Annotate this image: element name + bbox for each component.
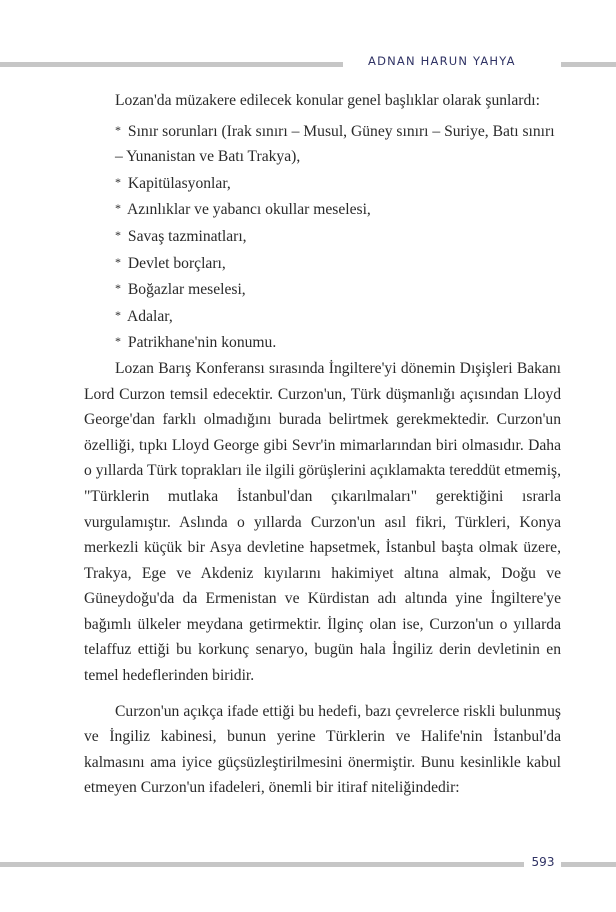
asterisk-bullet: *: [115, 174, 121, 189]
page-body: [84, 88, 561, 801]
list-item: [115, 329, 561, 356]
topic-list: [84, 118, 561, 356]
intro-text: Lozan'da müzakere edilecek konular genel başlıklar olarak şunlardı:: [115, 92, 540, 109]
list-item-text: Savaş tazminatları,: [127, 227, 247, 245]
asterisk-bullet: *: [115, 201, 121, 216]
list-item-text: Azınlıklar ve yabancı okullar meselesi,: [127, 201, 371, 219]
asterisk-bullet: *: [115, 334, 121, 349]
list-item: [115, 223, 561, 250]
footer-rule-right: [561, 862, 616, 867]
list-item-text: Adalar,: [127, 307, 173, 325]
header-rule-right: [561, 62, 616, 67]
asterisk-bullet: *: [115, 254, 121, 269]
asterisk-bullet: *: [115, 281, 121, 296]
footer-rule-left: [0, 862, 524, 867]
body-paragraph: Lozan Barış Konferansı sırasında İngiltere'yi dönemin Dışişleri Bakanı Lord Curzon temsil edecektir. Curzon'un, Türk düşmanlığı açısından Lloyd George'dan farklı olmadığını burada belirtmek gerekmektedir. Curzon'un özelliği, tıpkı Lloyd George gibi Sevr'in mimarlarından biri olmasıdır. Daha o yıllarda Türk toprakları ile ilgili görüşlerini açıklamakta tereddüt etmemiş, "Türklerin mutlaka İstanbul'dan çıkarılmaları" gerektiğini ısrarla vurgulamıştır. Aslında o yıllarda Curzon'un asıl fikri, Türkleri, Konya merkezli küçük bir Asya devletine hapsetmek, İstanbul başta olmak üzere, Trakya, Ege ve Akdeniz kıyılarını hakimiyet altına almak, Doğu ve Güneydoğu'da da Ermenistan ve Kürdistan adı altında yine İngiltere'ye bağımlı ülkeler meydana getirmektir. İlginç olan ise, Curzon'un o yıllarda telaffuz ettiği bu korkunç senaryo, bugün hala İngiliz derin devletinin en temel hedeflerinden biridir.: [84, 359, 561, 685]
body-paragraph: Curzon'un açıkça ifade ettiği bu hedefi, bazı çevrelerce riskli bulunmuş ve İngiliz kabinesi, bunun yerine Türklerin ve Halife'nin İstanbul'da kalmasını ama iyice güçsüzleştirilmesini önermiştir. Bunu kesinlikle kabul etmeyen Curzon'un ifadeleri, önemli bir itiraf niteliğindedir:: [84, 702, 561, 797]
list-item: [115, 303, 561, 330]
list-item-text: Kapitülasyonlar,: [127, 174, 231, 192]
list-item: [115, 196, 561, 223]
list-item: [115, 250, 561, 277]
asterisk-bullet: *: [115, 307, 121, 322]
asterisk-bullet: *: [115, 227, 121, 242]
list-item-text: Boğazlar meselesi,: [127, 281, 246, 299]
page-number: 593: [531, 855, 555, 869]
list-item: [115, 170, 561, 197]
header-rule-left: [0, 62, 343, 67]
list-item-text: Patrikhane'nin konumu.: [127, 334, 277, 352]
list-item-text: Sınır sorunları (Irak sınırı – Musul, Güney sınırı – Suriye, Batı sınırı – Yunanistan ve Batı Trakya),: [115, 122, 555, 166]
running-head: ADNAN HARUN YAHYA: [368, 54, 516, 68]
list-item: [115, 276, 561, 303]
asterisk-bullet: *: [115, 122, 121, 137]
list-item-text: Devlet borçları,: [127, 254, 226, 272]
list-item: [115, 118, 561, 170]
